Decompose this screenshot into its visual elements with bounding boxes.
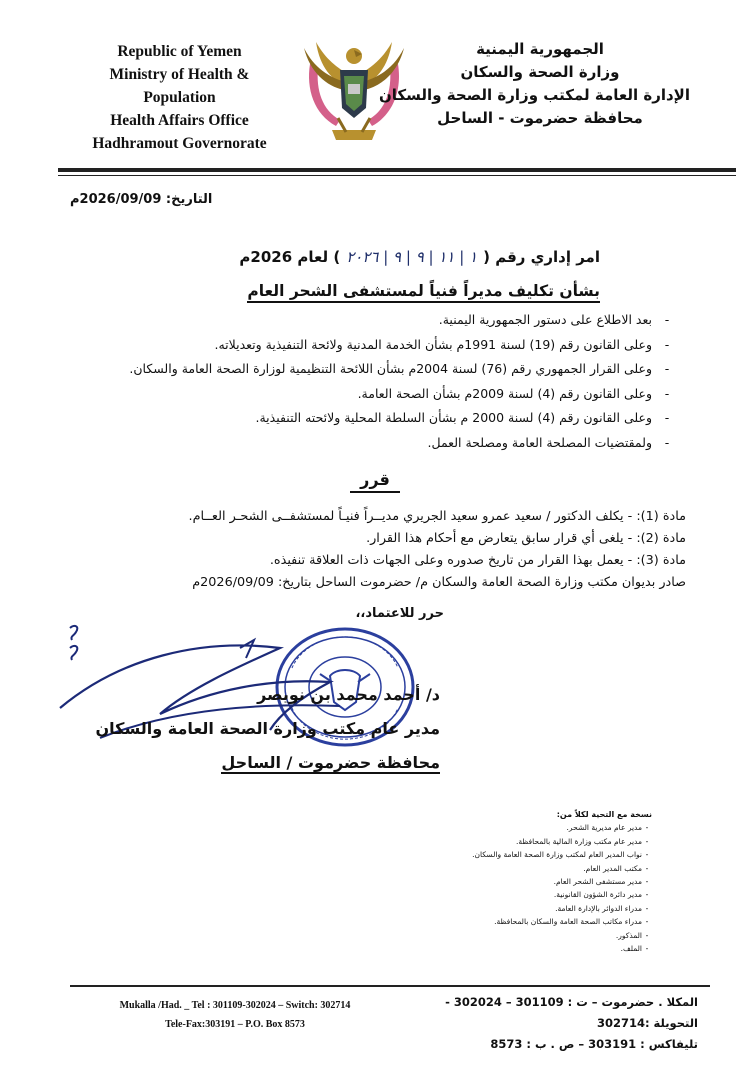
footer-english (90, 996, 380, 1034)
preamble-item: -بعد الاطلاع على دستور الجمهورية اليمنية. (438, 312, 670, 327)
cc-item: -مدير مستشفى الشحر العام. (553, 877, 649, 887)
preamble-item: -وعلى القرار الجمهوري رقم (76) لسنة 2004م بشأن اللائحة التنظيمية لوزارة الصحة العامة والسكان. (129, 361, 670, 376)
letterhead-ar-line: وزارة الصحة والسكان (460, 63, 620, 81)
signatory-office: محافظة حضرموت / الساحل (221, 753, 440, 772)
order-title (80, 248, 600, 266)
decision-heading-text: قرر (350, 470, 400, 493)
footer-ar-line: المكلا . حضرموت – ت : 301109 – 302024 - (445, 995, 698, 1009)
articles-block (46, 506, 686, 594)
cc-item: -مدير دائرة الشؤون القانونية. (553, 890, 649, 900)
letterhead-en-line: Health Affairs Office (110, 112, 249, 129)
cc-item: -المذكور. (615, 930, 649, 940)
footer-ar-line: تليفاكس : 303191 – ص . ب : 8573 (490, 1037, 698, 1051)
signatory-name: د/ أحمد محمد بن نويصر (257, 685, 440, 704)
letterhead-en-line: Hadhramout Governorate (92, 135, 267, 152)
header-divider-thin (58, 175, 736, 176)
letterhead-ar-line: الإدارة العامة لمكتب وزارة الصحة والسكان (379, 86, 690, 104)
cc-item: -مدير عام مكتب وزارة المالية بالمحافظة. (516, 836, 649, 846)
footer-arabic (398, 992, 698, 1055)
footer-divider (70, 985, 710, 987)
signatory-title: مدير عام مكتب وزارة الصحة العامة والسكان (95, 719, 440, 738)
cc-list (462, 808, 652, 955)
closing-phrase: حرر للاعتماد،، (355, 606, 444, 621)
cc-item: -مكتب المدير العام. (583, 863, 649, 873)
issued-line: صادر بديوان مكتب وزارة الصحة العامة والسكان م/ حضرموت الساحل بتاريخ: 2026/09/09م (192, 575, 686, 590)
header-divider (58, 168, 736, 172)
preamble-item: -وعلى القانون رقم (4) لسنة 2009م بشأن الصحة العامة. (357, 385, 670, 401)
cc-item: -الملف. (620, 944, 649, 954)
cc-title: نسخة مع التحية لكلاً من: (556, 810, 652, 819)
letterhead-english (52, 40, 307, 155)
article-line: مادة (3): - يعمل بهذا القرار من تاريخ صدوره وعلى الجهات ذات العلاقة تنفيذه. (269, 553, 686, 568)
decision-heading (330, 470, 420, 489)
order-number: ١ | ١١ | ٩ | ٩ | ٢٠٢٦ (346, 248, 478, 266)
preamble-item: -وعلى القانون رقم (4) لسنة 2000 م بشأن السلطة المحلية ولائحته التنفيذية. (255, 410, 670, 425)
cc-item: -مدراء مكاتب الصحة العامة والسكان بالمحافظة. (494, 917, 649, 927)
preamble-list (82, 308, 682, 455)
cc-item: -مدراء الدوائر بالإدارة العامة. (555, 903, 649, 913)
preamble-item: -وعلى القانون رقم (19) لسنة 1991م بشأن الخدمة المدنية ولائحة التنفيذية وتعديلاته. (214, 336, 670, 352)
order-suffix: ) لعام 2026م (239, 248, 341, 266)
cc-item: -نواب المدير العام لمكتب وزارة الصحة العامة والسكان. (472, 850, 649, 860)
letterhead-en-line: Ministry of Health & (109, 66, 250, 83)
order-prefix: امر إداري رقم ( (483, 248, 600, 266)
letterhead-ar-line: محافظة حضرموت - الساحل (437, 109, 643, 127)
letterhead-en-line: Republic of Yemen (117, 43, 242, 60)
letterhead-ar-line: الجمهورية اليمنية (476, 40, 604, 58)
article-line: مادة (1): - يكلف الدكتور / سعيد عمرو سعيد الجريري مديــراً فنيـاً لمستشفــى الشحـر العــام. (188, 509, 686, 524)
order-subject (80, 282, 600, 300)
letterhead-en-line: Population (143, 89, 216, 106)
footer-en-line: Tele-Fax:303191 – P.O. Box 8573 (165, 1019, 305, 1030)
footer-en-line: Mukalla /Had. _ Tel : 301109-302024 – Switch: 302714 (119, 1000, 351, 1011)
signatory-block (95, 678, 440, 780)
preamble-item: -ولمقتضيات المصلحة العامة ومصلحة العمل. (427, 434, 670, 450)
cc-item: -مدير عام مديرية الشحر. (566, 823, 649, 833)
document-date: التاريخ: 2026/09/09م (70, 192, 213, 207)
order-subject-text: بشأن تكليف مديراً فنياً لمستشفى الشحر العام (247, 282, 600, 303)
letterhead-arabic (379, 38, 690, 130)
footer-ar-line: التحويلة :302714 (596, 1016, 698, 1030)
article-line: مادة (2): - يلغى أي قرار سابق يتعارض مع أحكام هذا القرار. (366, 531, 686, 546)
